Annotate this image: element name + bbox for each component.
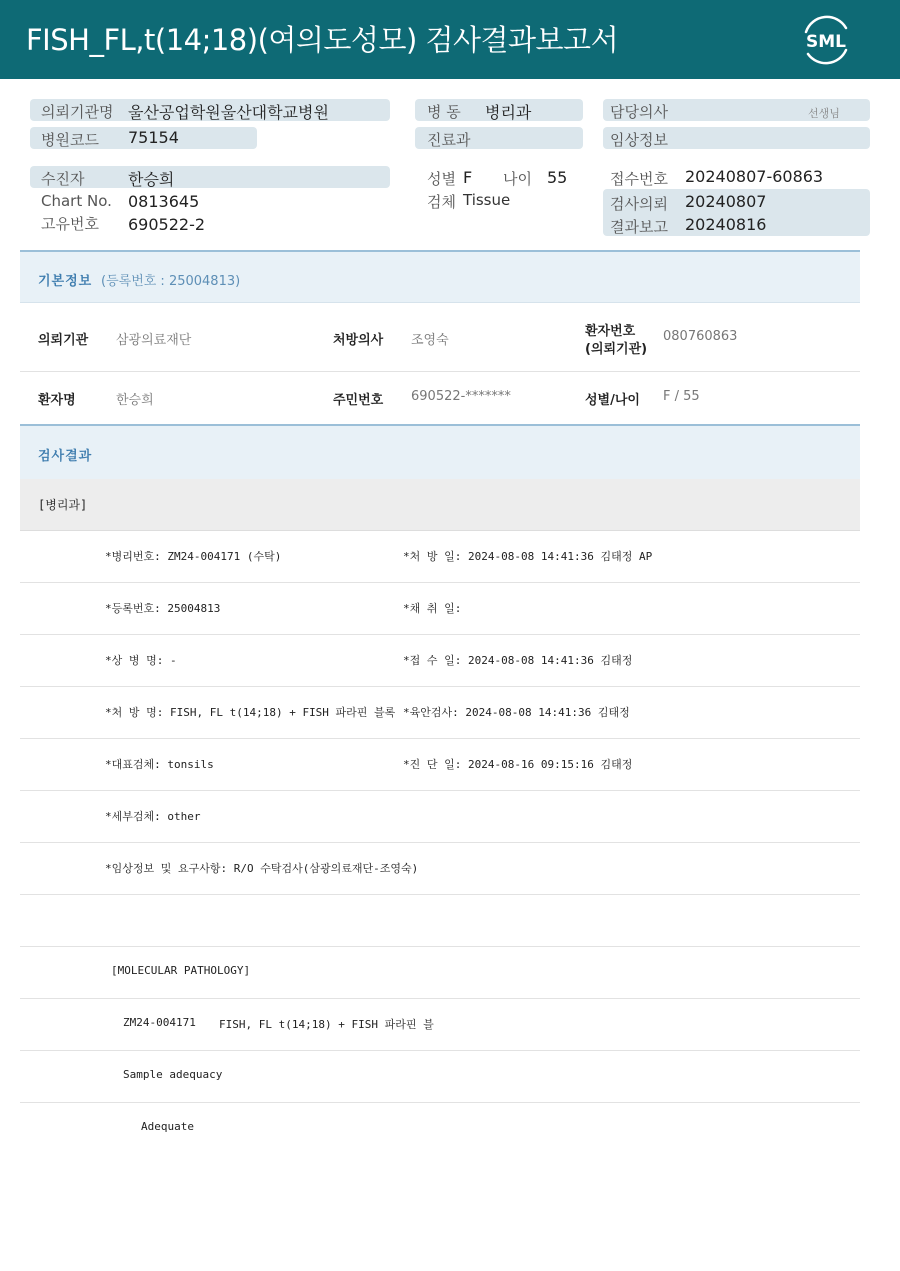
result-row-left: *세부검체: other <box>105 810 201 823</box>
result-value: 20240816 <box>685 215 767 234</box>
result-row <box>20 635 860 687</box>
dept-row <box>20 479 860 531</box>
basic-info-title: 기본정보 <box>38 274 93 289</box>
mol-case-no: ZM24-004171 <box>123 1016 196 1029</box>
presc-value: 조영숙 <box>411 333 449 348</box>
result-row-right: *진 단 일: 2024-08-16 09:15:16 김태정 <box>403 758 633 771</box>
org-value: 삼광의료재단 <box>116 333 192 348</box>
sample-adequacy-label: Sample adequacy <box>123 1068 223 1081</box>
name-value: 한승희 <box>116 393 154 408</box>
rrn-label: 주민번호 <box>333 393 384 408</box>
results-title: 검사결과 <box>38 449 93 464</box>
result-label: 결과보고 <box>610 218 668 236</box>
rrn-value: 690522-******* <box>411 389 511 404</box>
clinical-label: 임상정보 <box>610 131 668 149</box>
result-row <box>20 583 860 635</box>
pt-no-label-sub: (의뢰기관) <box>585 342 648 357</box>
result-row <box>20 843 860 895</box>
basic-info-subtitle: (등록번호 : 25004813) <box>101 274 241 289</box>
results-header <box>20 424 860 479</box>
result-row-right: *채 취 일: <box>403 602 462 615</box>
result-row-right: *육안검사: 2024-08-08 14:41:36 김태정 <box>403 706 630 719</box>
specimen-value: Tissue <box>463 191 511 209</box>
sexage-label: 성별/나이 <box>585 393 640 408</box>
sml-logo-text: SML <box>806 32 846 52</box>
name-label: 환자명 <box>38 393 76 408</box>
chart-value: 0813645 <box>128 192 200 211</box>
specimen-label: 검체 <box>427 193 456 211</box>
chart-label: Chart No. <box>41 192 112 210</box>
sample-adequacy-row <box>20 1051 860 1103</box>
report-title: FISH_FL,t(14;18)(여의도성모) 검사결과보고서 <box>26 23 619 57</box>
result-row-right: *처 방 일: 2024-08-08 14:41:36 김태정 AP <box>403 550 653 563</box>
pt-no-label: 환자번호 <box>585 324 636 339</box>
req-org-label: 의뢰기관명 <box>41 103 114 121</box>
patient-value: 한승희 <box>128 170 175 189</box>
age-label: 나이 <box>503 170 532 188</box>
hosp-code-label: 병원코드 <box>41 131 99 149</box>
basic-info-header <box>20 250 860 303</box>
result-row-left: *병리번호: ZM24-004171 (수탁) <box>105 550 282 563</box>
dept-label: [병리과] <box>38 498 88 512</box>
age-value: 55 <box>547 168 568 187</box>
doctor-suffix: 선생님 <box>808 107 840 120</box>
sexage-value: F / 55 <box>663 389 700 404</box>
dept-label: 진료과 <box>427 131 471 149</box>
pt-no-value: 080760863 <box>663 329 738 344</box>
basic-info-row-2 <box>20 372 860 425</box>
sex-value: F <box>463 168 473 187</box>
doctor-label: 담당의사 <box>610 103 668 121</box>
result-row-left: *임상정보 및 요구사항: R/O 수탁검사(삼광의료재단-조영숙) <box>105 862 419 875</box>
hosp-code-value: 75154 <box>128 128 179 147</box>
receipt-value: 20240807-60863 <box>685 167 824 186</box>
result-row-right: *접 수 일: 2024-08-08 14:41:36 김태정 <box>403 654 633 667</box>
presc-label: 처방의사 <box>333 333 384 348</box>
org-label: 의뢰기관 <box>38 333 89 348</box>
ward-label: 병 동 <box>427 103 461 121</box>
result-row-left: *대표검체: tonsils <box>105 758 214 771</box>
result-row-left: *등록번호: 25004813 <box>105 602 221 615</box>
result-row-left: *처 방 명: FISH, FL t(14;18) + FISH 파라핀 블록 <box>105 706 396 719</box>
test-req-label: 검사의뢰 <box>610 195 668 213</box>
sex-label: 성별 <box>427 170 456 188</box>
receipt-label: 접수번호 <box>610 170 668 188</box>
result-row <box>20 739 860 791</box>
result-row <box>20 791 860 843</box>
molecular-test-row <box>20 999 860 1051</box>
sample-adequacy-value: Adequate <box>141 1120 194 1133</box>
test-req-value: 20240807 <box>685 192 767 211</box>
molecular-row <box>20 947 860 999</box>
result-row <box>20 687 860 739</box>
report-header <box>0 0 900 79</box>
req-org-value: 울산공업학원울산대학교병원 <box>128 103 329 122</box>
sample-adequacy-value-row <box>20 1103 860 1155</box>
patient-label: 수진자 <box>41 170 85 188</box>
mol-test-name: FISH, FL t(14;18) + FISH 파라핀 블 <box>219 1018 434 1031</box>
unique-value: 690522-2 <box>128 215 206 234</box>
molecular-header: [MOLECULAR PATHOLOGY] <box>111 964 251 977</box>
ward-value: 병리과 <box>485 103 532 122</box>
basic-info-row-1 <box>20 303 860 372</box>
result-row-left: *상 병 명: - <box>105 654 177 667</box>
blank-row <box>20 895 860 947</box>
unique-label: 고유번호 <box>41 215 99 233</box>
result-row <box>20 531 860 583</box>
sml-logo <box>798 12 854 68</box>
